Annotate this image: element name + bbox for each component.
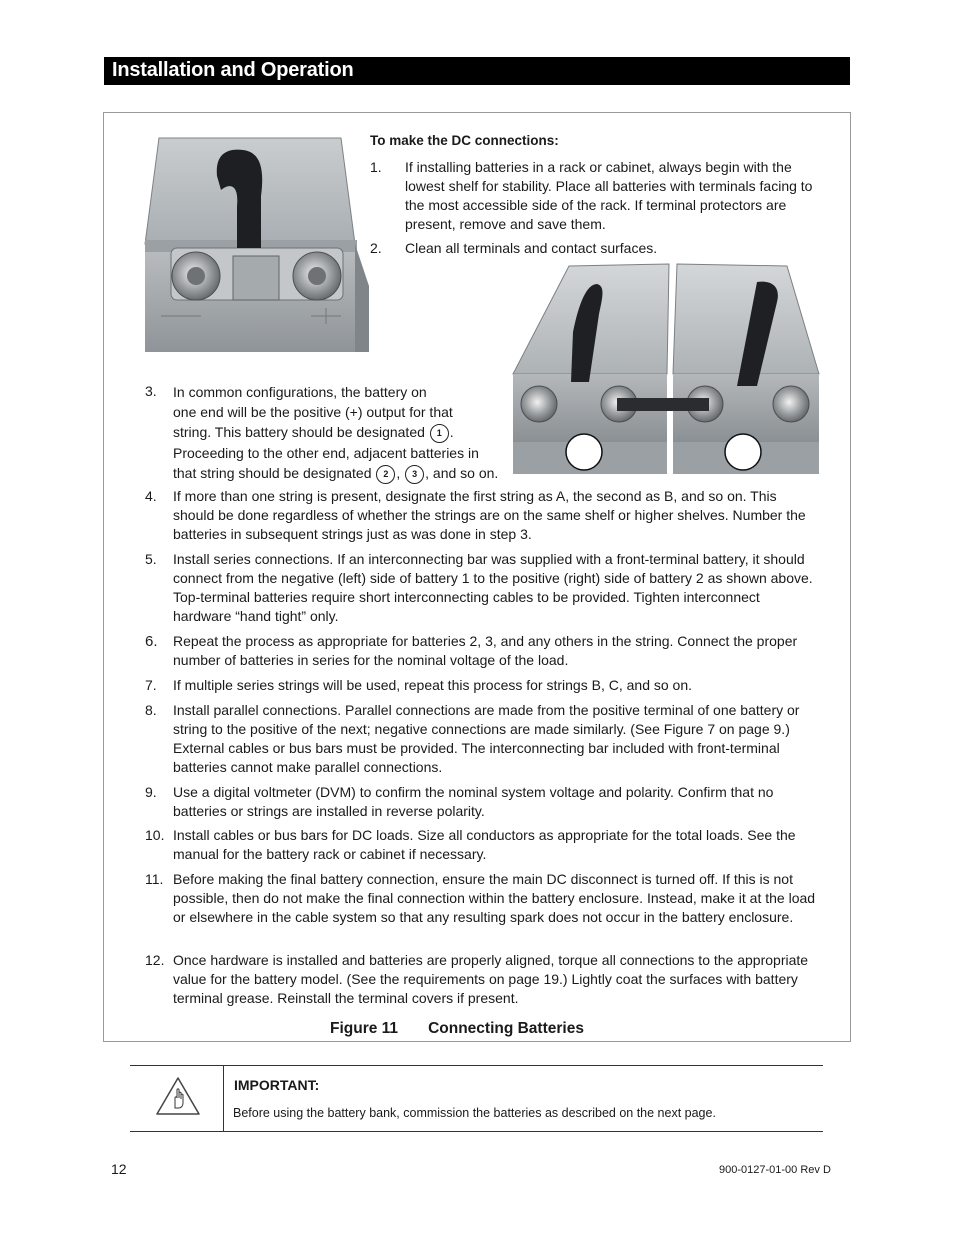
step-number: 6. (145, 633, 158, 650)
step-number: 7. (145, 677, 157, 693)
battery-marker-2: 2 (376, 465, 395, 484)
step-number: 9. (145, 784, 157, 800)
step-text: Clean all terminals and contact surfaces. (405, 240, 658, 256)
step-text: Use a digital voltmeter (DVM) to confirm the nominal system voltage and polarity. Confirm that no batteries or strings are installed in reverse polarity. (173, 784, 774, 819)
step-number: 12. (145, 952, 165, 968)
step3-text-part: , and so on. (425, 465, 499, 481)
dc-connections-heading: To make the DC connections: (370, 133, 559, 148)
step-text: Install parallel connections. Parallel connections are made from the positive terminal of one battery or string to the positive of the next; negative connections are made similarly. (See Figure 7 on page 9.) External cables or bus bars must be provided. The interconnecting bar included with front-terminal batteries cannot make parallel connections. (173, 702, 800, 775)
figure-caption (330, 1020, 584, 1038)
step3-line: In common configurations, the battery on (173, 384, 427, 400)
step-number: 2. (370, 240, 382, 256)
step-text: Once hardware is installed and batteries are properly aligned, torque all connections to the appropriate value for the battery model. (See the requirements on page 19.) Lightly coat the surfaces with battery terminal grease. Reinstall the terminal covers if present. (173, 952, 809, 1006)
figure-label: Figure 11 (330, 1020, 399, 1037)
step3-line (173, 463, 523, 484)
step-number: 10. (145, 827, 165, 843)
step3-line (173, 422, 523, 443)
step-text: If installing batteries in a rack or cabinet, always begin with the lowest shelf for stability. Place all batteries with terminals facing to the most accessible side of the rack. If terminal protectors are present, remove and save them. (405, 159, 813, 232)
step-text: If more than one string is present, designate the first string as A, the second as B, and so on. This should be done regardless of whether the strings are on the same shelf or higher shelves. Number the batteries in subsequent strings just as was done in step 3. (173, 488, 806, 542)
battery-marker-3: 3 (405, 465, 424, 484)
step-text: Before making the final battery connection, ensure the main DC disconnect is turned off. If this is not possible, then do not make the final connection within the battery enclosure. Instead, make it at the load or elsewhere in the cable system so that any resulting spark does not occur in the battery enclosure. (173, 871, 816, 925)
step-text: If multiple series strings will be used, repeat this process for strings B, C, and so on. (173, 677, 693, 693)
step3-text-part: string. This battery should be designated (173, 424, 425, 440)
step-number: 5. (145, 551, 157, 567)
step3-line: Proceeding to the other end, adjacent batteries in (173, 445, 479, 461)
step-text: Install series connections. If an interconnecting bar was supplied with a front-terminal battery, it should connect from the negative (left) side of battery 1 to the positive (right) side of battery 2 as shown above. Top-terminal batteries require short interconnecting cables to be provided. Tighten interconnect hardware “hand tight” only. (173, 551, 813, 624)
section-header (104, 57, 850, 85)
battery-photo-single (141, 136, 373, 356)
step-text: Repeat the process as appropriate for batteries 2, 3, and any others in the string. Connect the proper number of batteries in series for the nominal voltage of the load. (173, 633, 798, 668)
battery-photo-pair (509, 262, 823, 474)
step-text: Install cables or bus bars for DC loads. Size all conductors as appropriate for the total loads. See the manual for the battery rack or cabinet if necessary. (173, 827, 796, 862)
step-text (173, 382, 523, 484)
step-3 (145, 382, 525, 482)
caution-hand-icon (155, 1076, 201, 1116)
figure-title: Connecting Batteries (428, 1020, 584, 1037)
step3-text-part: . (449, 424, 454, 440)
page-number: 12 (111, 1161, 127, 1177)
important-notice (130, 1065, 823, 1132)
step3-text-part: , (396, 465, 401, 481)
section-title: Installation and Operation (112, 59, 354, 81)
important-title: IMPORTANT: (234, 1077, 320, 1093)
battery-marker-1: 1 (430, 424, 449, 443)
important-icon-cell (130, 1066, 224, 1131)
step3-line: one end will be the positive (+) output for that (173, 404, 453, 420)
document-number: 900-0127-01-00 Rev D (719, 1164, 831, 1176)
step-number: 1. (370, 159, 382, 175)
step-number: 4. (145, 488, 157, 504)
step-number: 8. (145, 702, 157, 718)
important-text: Before using the battery bank, commission the batteries as described on the next page. (233, 1106, 716, 1120)
step-number: 3. (145, 383, 157, 399)
step3-text-part: that string should be designated (173, 465, 372, 481)
step-number: 11. (145, 871, 164, 887)
